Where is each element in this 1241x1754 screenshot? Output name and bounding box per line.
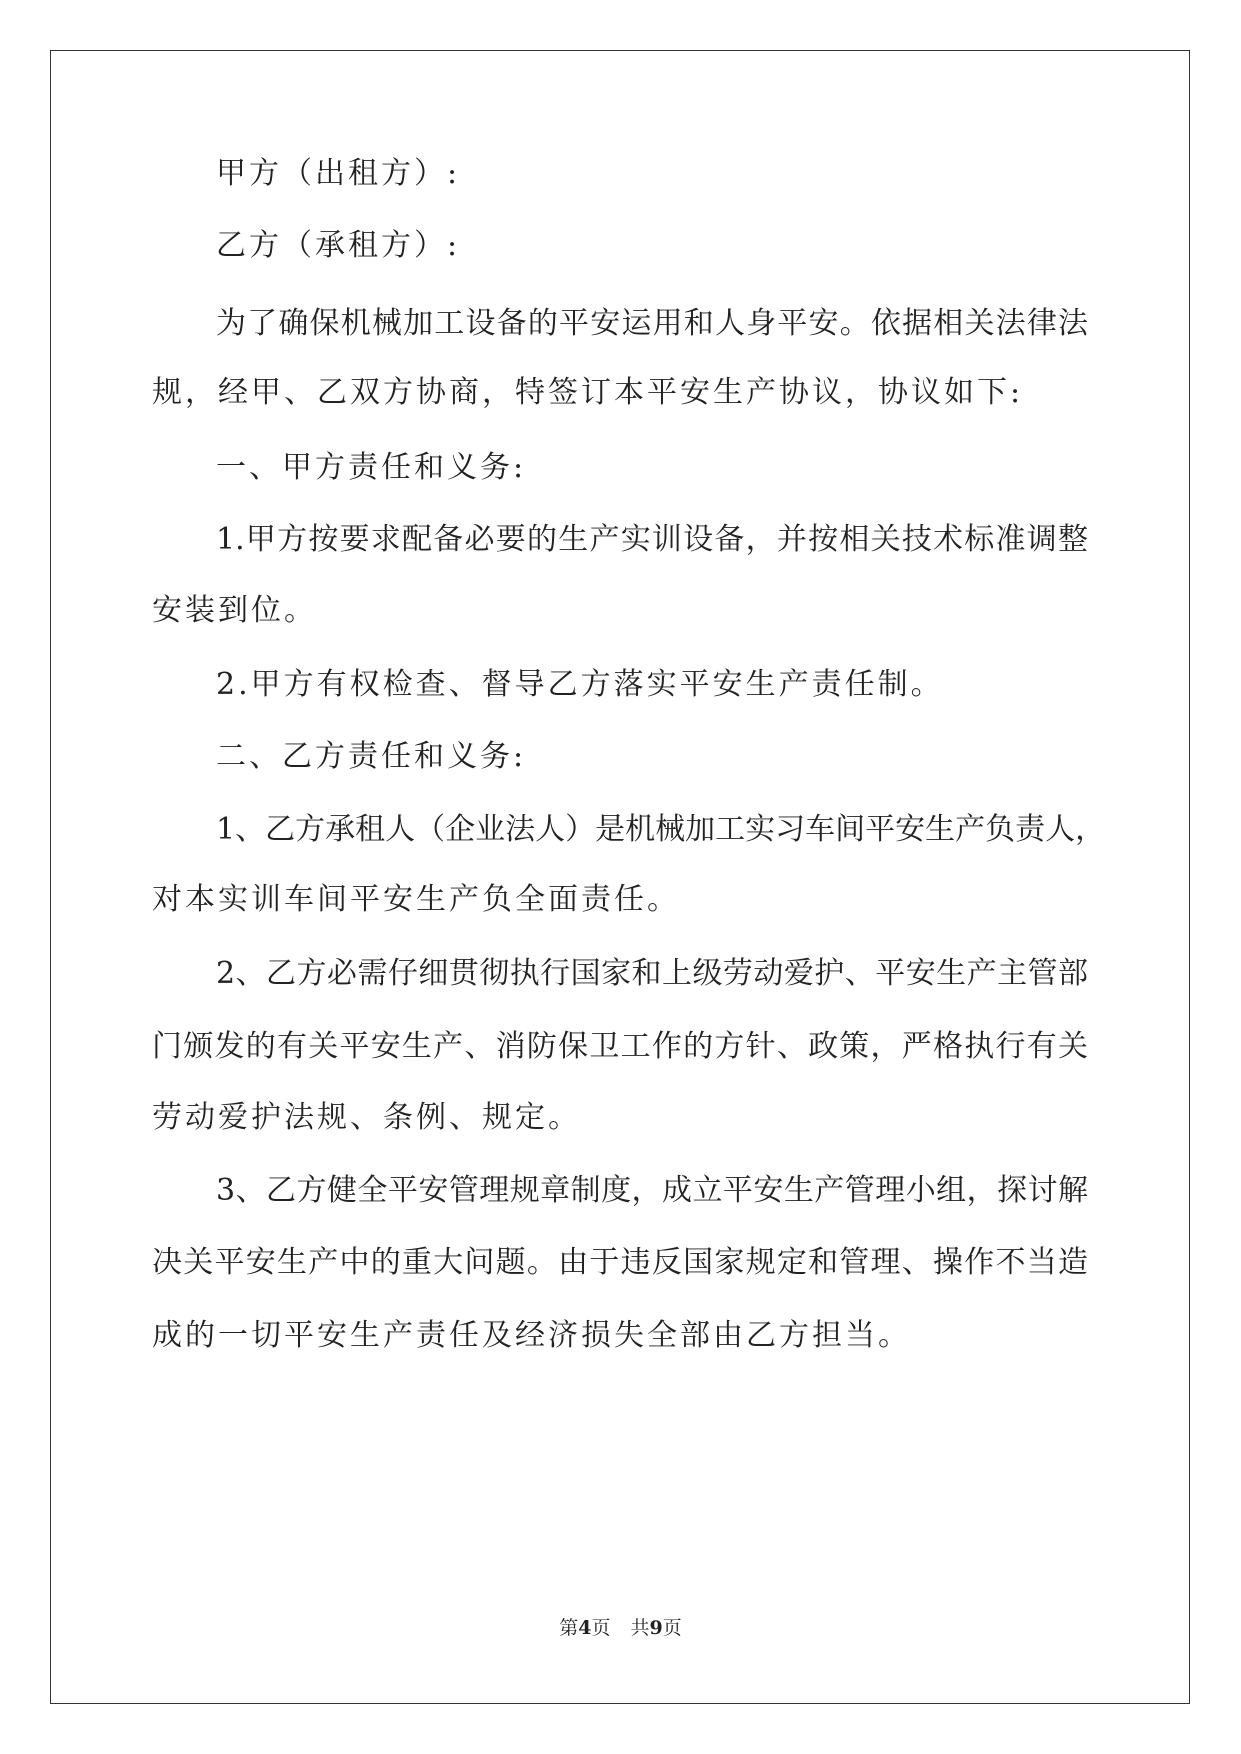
page-current: 4 [578,1617,592,1639]
paragraph-line: 3、乙方健全平安管理规章制度，成立平安生产管理小组，探讨解 [216,1173,1088,1208]
section-heading: 二、乙方责任和义务: [216,739,527,774]
paragraph-line: 1.甲方按要求配备必要的生产实训设备，并按相关技术标准调整 [216,522,1088,557]
paragraph-line: 为了确保机械加工设备的平安运用和人身平安。依据相关法律法 [216,306,1088,341]
paragraph-line: 1、乙方承租人（企业法人）是机械加工实习车间平安生产负责人， [216,812,1106,847]
paragraph-line: 2、乙方必需仔细贯彻执行国家和上级劳动爱护、平安生产主管部 [216,956,1088,991]
paragraph-line: 劳动爱护法规、条例、规定。 [152,1100,581,1135]
total-prefix: 共 [630,1617,650,1639]
section-heading: 一、甲方责任和义务: [216,450,527,485]
page-prefix: 第 [559,1617,579,1639]
paragraph-line: 门颁发的有关平安生产、消防保卫工作的方针、政策，严格执行有关 [152,1029,1088,1064]
page-footer [0,1616,1241,1640]
paragraph-line: 安装到位。 [152,593,317,628]
page-total: 9 [649,1617,663,1639]
total-suffix: 页 [662,1617,682,1639]
party-a-line: 甲方（出租方）: [216,156,461,191]
page-border [50,50,1190,1704]
page-suffix: 页 [591,1617,611,1639]
paragraph-line: 规，经甲、乙双方协商，特签订本平安生产协议，协议如下: [152,375,1024,410]
paragraph-line: 对本实训车间平安生产负全面责任。 [152,882,680,917]
paragraph-line: 决关平安生产中的重大问题。由于违反国家规定和管理、操作不当造 [152,1245,1088,1280]
paragraph-line: 2.甲方有权检查、督导乙方落实平安生产责任制。 [216,667,944,702]
party-b-line: 乙方（承租方）: [216,228,461,263]
paragraph-line: 成的一切平安生产责任及经济损失全部由乙方担当。 [152,1318,911,1353]
